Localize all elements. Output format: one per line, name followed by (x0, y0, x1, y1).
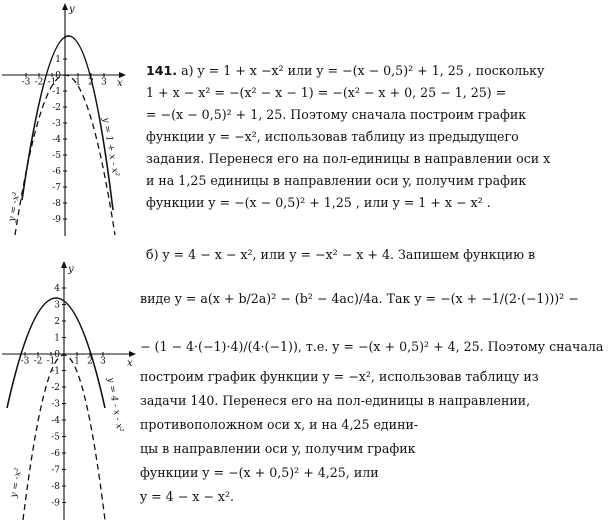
graph-a-svg (0, 0, 128, 240)
y-axis-arrow (61, 261, 67, 268)
problem-text (140, 60, 604, 520)
y-tick-label: -4 (51, 416, 60, 426)
part-a-line-1: 141. а) y = 1 + x −x² или y = −(x − 0,5)² + 1, 25 , поскольку (146, 63, 545, 78)
y-tick-label: -9 (51, 498, 60, 509)
x-tick-label: -1 (46, 356, 56, 367)
y-tick-label: -3 (51, 399, 60, 410)
part-a-line-7: функции y = −(x − 0,5)² + 1,25 , или y = 1 + x − x² . (146, 195, 491, 210)
y-tick-label: -7 (51, 465, 60, 476)
part-a-line-4: функции y = −x², использовав таблицу из предыдущего (146, 129, 519, 144)
x-axis-label: x (127, 358, 133, 369)
x-tick-label: 2 (88, 77, 94, 88)
y-tick-label: 2 (54, 317, 60, 327)
x-axis-arrow (129, 351, 136, 357)
solid-curve-label: y = 1 + x - x² (100, 116, 121, 178)
y-tick-label: 0 (54, 350, 60, 360)
x-axis-label: x (117, 78, 123, 89)
y-tick-label: 0 (55, 71, 61, 81)
part-b-line-3: − (1 − 4·(−1)·4)/(4·(−1)), т.е. y = −(x + 0,5)² + 4, 25. Поэтому сначала (140, 339, 604, 354)
solid-curve-label: y = 4 - x - x² (105, 376, 125, 434)
x-tick-label: 2 (87, 356, 93, 367)
y-tick-label: -2 (51, 383, 60, 393)
y-tick-label: -9 (52, 215, 61, 225)
curve-y-1-plus-x-minus-x2 (22, 36, 113, 210)
part-a-line-6: и на 1,25 единицы в направлении оси y, получим график (146, 173, 527, 188)
y-tick-label: -2 (52, 103, 61, 113)
y-tick-label: -1 (51, 366, 60, 377)
graph-b-svg (0, 258, 140, 524)
y-tick-label: -5 (52, 151, 61, 161)
x-tick-label: 3 (101, 77, 107, 88)
y-tick-label: -1 (52, 87, 61, 97)
part-b-line-5: задачи 140. Перенеся его на пол-единицы в направлении, (140, 393, 531, 408)
y-tick-label: -8 (51, 482, 60, 492)
part-b-line-1: б) y = 4 − x − x², или y = −x² − x + 4. Запишем функцию в (146, 247, 536, 262)
y-tick-label: -6 (52, 167, 61, 177)
part-b-line-2: виде y = a(x + b/2a)² − (b² − 4ac)/4a. Так y = −(x + −1/(2·(−1)))² − (140, 291, 579, 306)
part-b-line-7: цы в направлении оси y, получим график (140, 441, 416, 456)
x-tick-label: 3 (100, 356, 106, 367)
y-axis-label: y (68, 264, 74, 275)
y-tick-label: -6 (51, 449, 60, 459)
graph-part-a (0, 0, 128, 240)
y-tick-label: -5 (51, 432, 60, 443)
dashed-curve-label: y = -x² (9, 467, 25, 499)
y-axis-label: y (69, 4, 75, 15)
y-tick-label: 3 (54, 300, 60, 311)
x-tick-label: -2 (33, 356, 43, 367)
part-b-line-9: y = 4 − x − x². (140, 489, 235, 504)
x-tick-label: -2 (34, 77, 44, 88)
y-tick-label: -8 (52, 199, 61, 209)
x-tick-label: -3 (21, 77, 31, 88)
x-tick-label: 1 (75, 77, 81, 88)
problem-number: 141. (146, 63, 178, 78)
part-b-line-6: противоположном оси x, и на 4,25 едини- (140, 417, 419, 432)
dashed-curve-label: y = -x² (7, 191, 23, 223)
part-a-line-3: = −(x − 0,5)² + 1, 25. Поэтому сначала построим график (146, 107, 527, 122)
y-tick-label: -3 (52, 119, 61, 129)
x-tick-label: -3 (20, 356, 30, 367)
graph-part-b (0, 258, 140, 524)
part-b-line-4: построим график функции y = −x², использовав таблицу из (140, 369, 539, 384)
y-tick-label: 4 (54, 284, 60, 294)
y-tick-label: -4 (52, 135, 61, 145)
y-tick-label: 1 (55, 55, 61, 65)
x-tick-label: 1 (74, 356, 80, 367)
y-tick-label: 1 (54, 333, 60, 344)
part-a-line-2: 1 + x − x² = −(x² − x − 1) = −(x² − x + 0, 25 − 1, 25) = (146, 85, 507, 100)
y-axis-arrow (62, 3, 68, 10)
part-a-line-5: задания. Перенеся его на пол-единицы в направлении оси x (146, 151, 551, 166)
part-b-line-8: функции y = −(x + 0,5)² + 4,25, или (140, 465, 379, 480)
y-tick-label: -7 (52, 183, 61, 193)
x-tick-label: -1 (47, 77, 57, 88)
